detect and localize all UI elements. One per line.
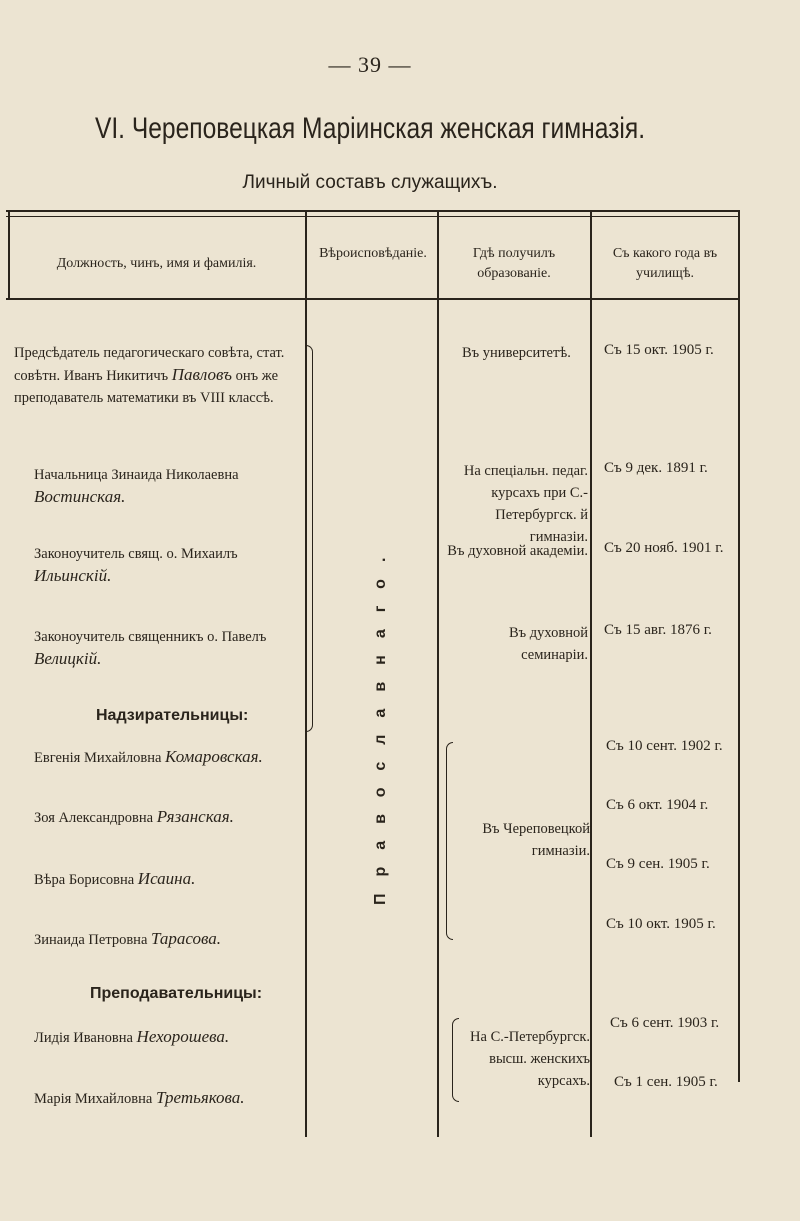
table-right-edge: [738, 212, 740, 1082]
staff-since-year: Съ 15 авг. 1876 г.: [604, 622, 712, 638]
teacher-surname: Нехорошева.: [136, 1027, 230, 1046]
staff-surname: Велицкій.: [34, 649, 102, 668]
staff-entry: [34, 543, 302, 588]
supervisor-since-year: Съ 6 окт. 1904 г.: [606, 797, 709, 813]
header-position: Должность, чинъ, имя и фамилія.: [56, 256, 257, 271]
religion-brace: [306, 345, 313, 732]
supervisor-surname: Тарасова.: [151, 929, 221, 948]
staff-position: Начальница Зинаида Николаевна: [34, 467, 239, 483]
staff-education: Въ духовной академіи.: [447, 543, 588, 559]
table-top-rule-inner: [6, 216, 740, 217]
supervisor-name: Вѣра Борисовна: [34, 872, 135, 888]
teachers-education: На С.-Петербургск. высш. женскихъ курсахъ.: [470, 1029, 590, 1089]
staff-surname: Ильинскій.: [34, 566, 112, 585]
supervisor-entry: [34, 806, 234, 829]
staff-education: Въ духовной семинаріи.: [509, 625, 588, 663]
religion-label: Православнаго.: [372, 540, 389, 905]
supervisor-name: Зоя Александровна: [34, 810, 154, 826]
supervisor-since-year: Съ 10 окт. 1905 г.: [606, 916, 716, 932]
teacher-surname: Третьякова.: [155, 1088, 245, 1107]
header-education: Гдѣ получилъ образованіе.: [472, 246, 556, 281]
teacher-entry: [34, 1087, 245, 1110]
supervisor-entry: [34, 746, 263, 769]
staff-position: Законоучитель свящ. о. Михаилъ: [34, 546, 238, 562]
table-top-rule: [6, 210, 740, 212]
header-bottom-rule: [6, 298, 740, 300]
col-divider-3: [590, 212, 592, 1137]
header-religion: Вѣроисповѣданіе.: [319, 246, 427, 261]
teacher-entry: [34, 1026, 229, 1049]
supervisor-surname: Комаровская.: [165, 747, 263, 766]
staff-education: На спеціальн. педаг. курсахъ при С.-Петербургск. й гимназіи.: [463, 463, 588, 545]
staff-since-year: Съ 15 окт. 1905 г.: [604, 342, 714, 358]
staff-entry: [34, 464, 302, 509]
staff-since-year: Съ 9 дек. 1891 г.: [604, 460, 708, 476]
teacher-since-year: Съ 1 сен. 1905 г.: [614, 1074, 718, 1090]
page-title: VI. Череповецкая Маріинская женская гимназія.: [94, 112, 646, 145]
staff-education: Въ университетѣ.: [462, 345, 571, 361]
supervisor-surname: Рязанская.: [156, 807, 234, 826]
staff-position: Законоучитель священникъ о. Павелъ: [34, 629, 267, 645]
header-since-year: Съ какого года въ училищѣ.: [612, 246, 718, 281]
page-number: — 39 —: [328, 52, 412, 77]
staff-surname: Павловъ: [171, 365, 233, 384]
supervisors-edu-brace: [446, 742, 453, 940]
teacher-since-year: Съ 6 сент. 1903 г.: [610, 1015, 720, 1031]
staff-entry: [34, 626, 302, 671]
supervisor-since-year: Съ 9 сен. 1905 г.: [606, 856, 710, 872]
section-heading-supervisors: Надзирательницы:: [96, 707, 249, 724]
staff-position: Предсѣдатель педагогическаго совѣта, стат. совѣтн. Иванъ Никитичъ: [14, 345, 285, 384]
supervisor-entry: [34, 928, 221, 951]
supervisors-education: Въ Череповецкой гимназіи.: [482, 821, 590, 859]
teacher-name: Лидія Ивановна: [34, 1030, 133, 1046]
staff-surname: Востинская.: [34, 487, 126, 506]
supervisor-entry: [34, 868, 195, 891]
col-divider-2: [437, 212, 439, 1137]
teacher-name: Марія Михайловна: [34, 1091, 153, 1107]
staff-position-extra: онъ же преподаватель математики въ VIII классѣ.: [14, 368, 279, 406]
page-subtitle: Личный составъ служащихъ.: [242, 172, 498, 193]
staff-entry: [14, 342, 302, 409]
supervisor-surname: Исаина.: [137, 869, 196, 888]
supervisor-name: Зинаида Петровна: [34, 932, 148, 948]
supervisor-since-year: Съ 10 сент. 1902 г.: [606, 738, 723, 754]
staff-since-year: Съ 20 нояб. 1901 г.: [604, 540, 724, 556]
supervisor-name: Евгенія Михайловна: [34, 750, 162, 766]
section-heading-teachers: Преподавательницы:: [90, 985, 263, 1002]
